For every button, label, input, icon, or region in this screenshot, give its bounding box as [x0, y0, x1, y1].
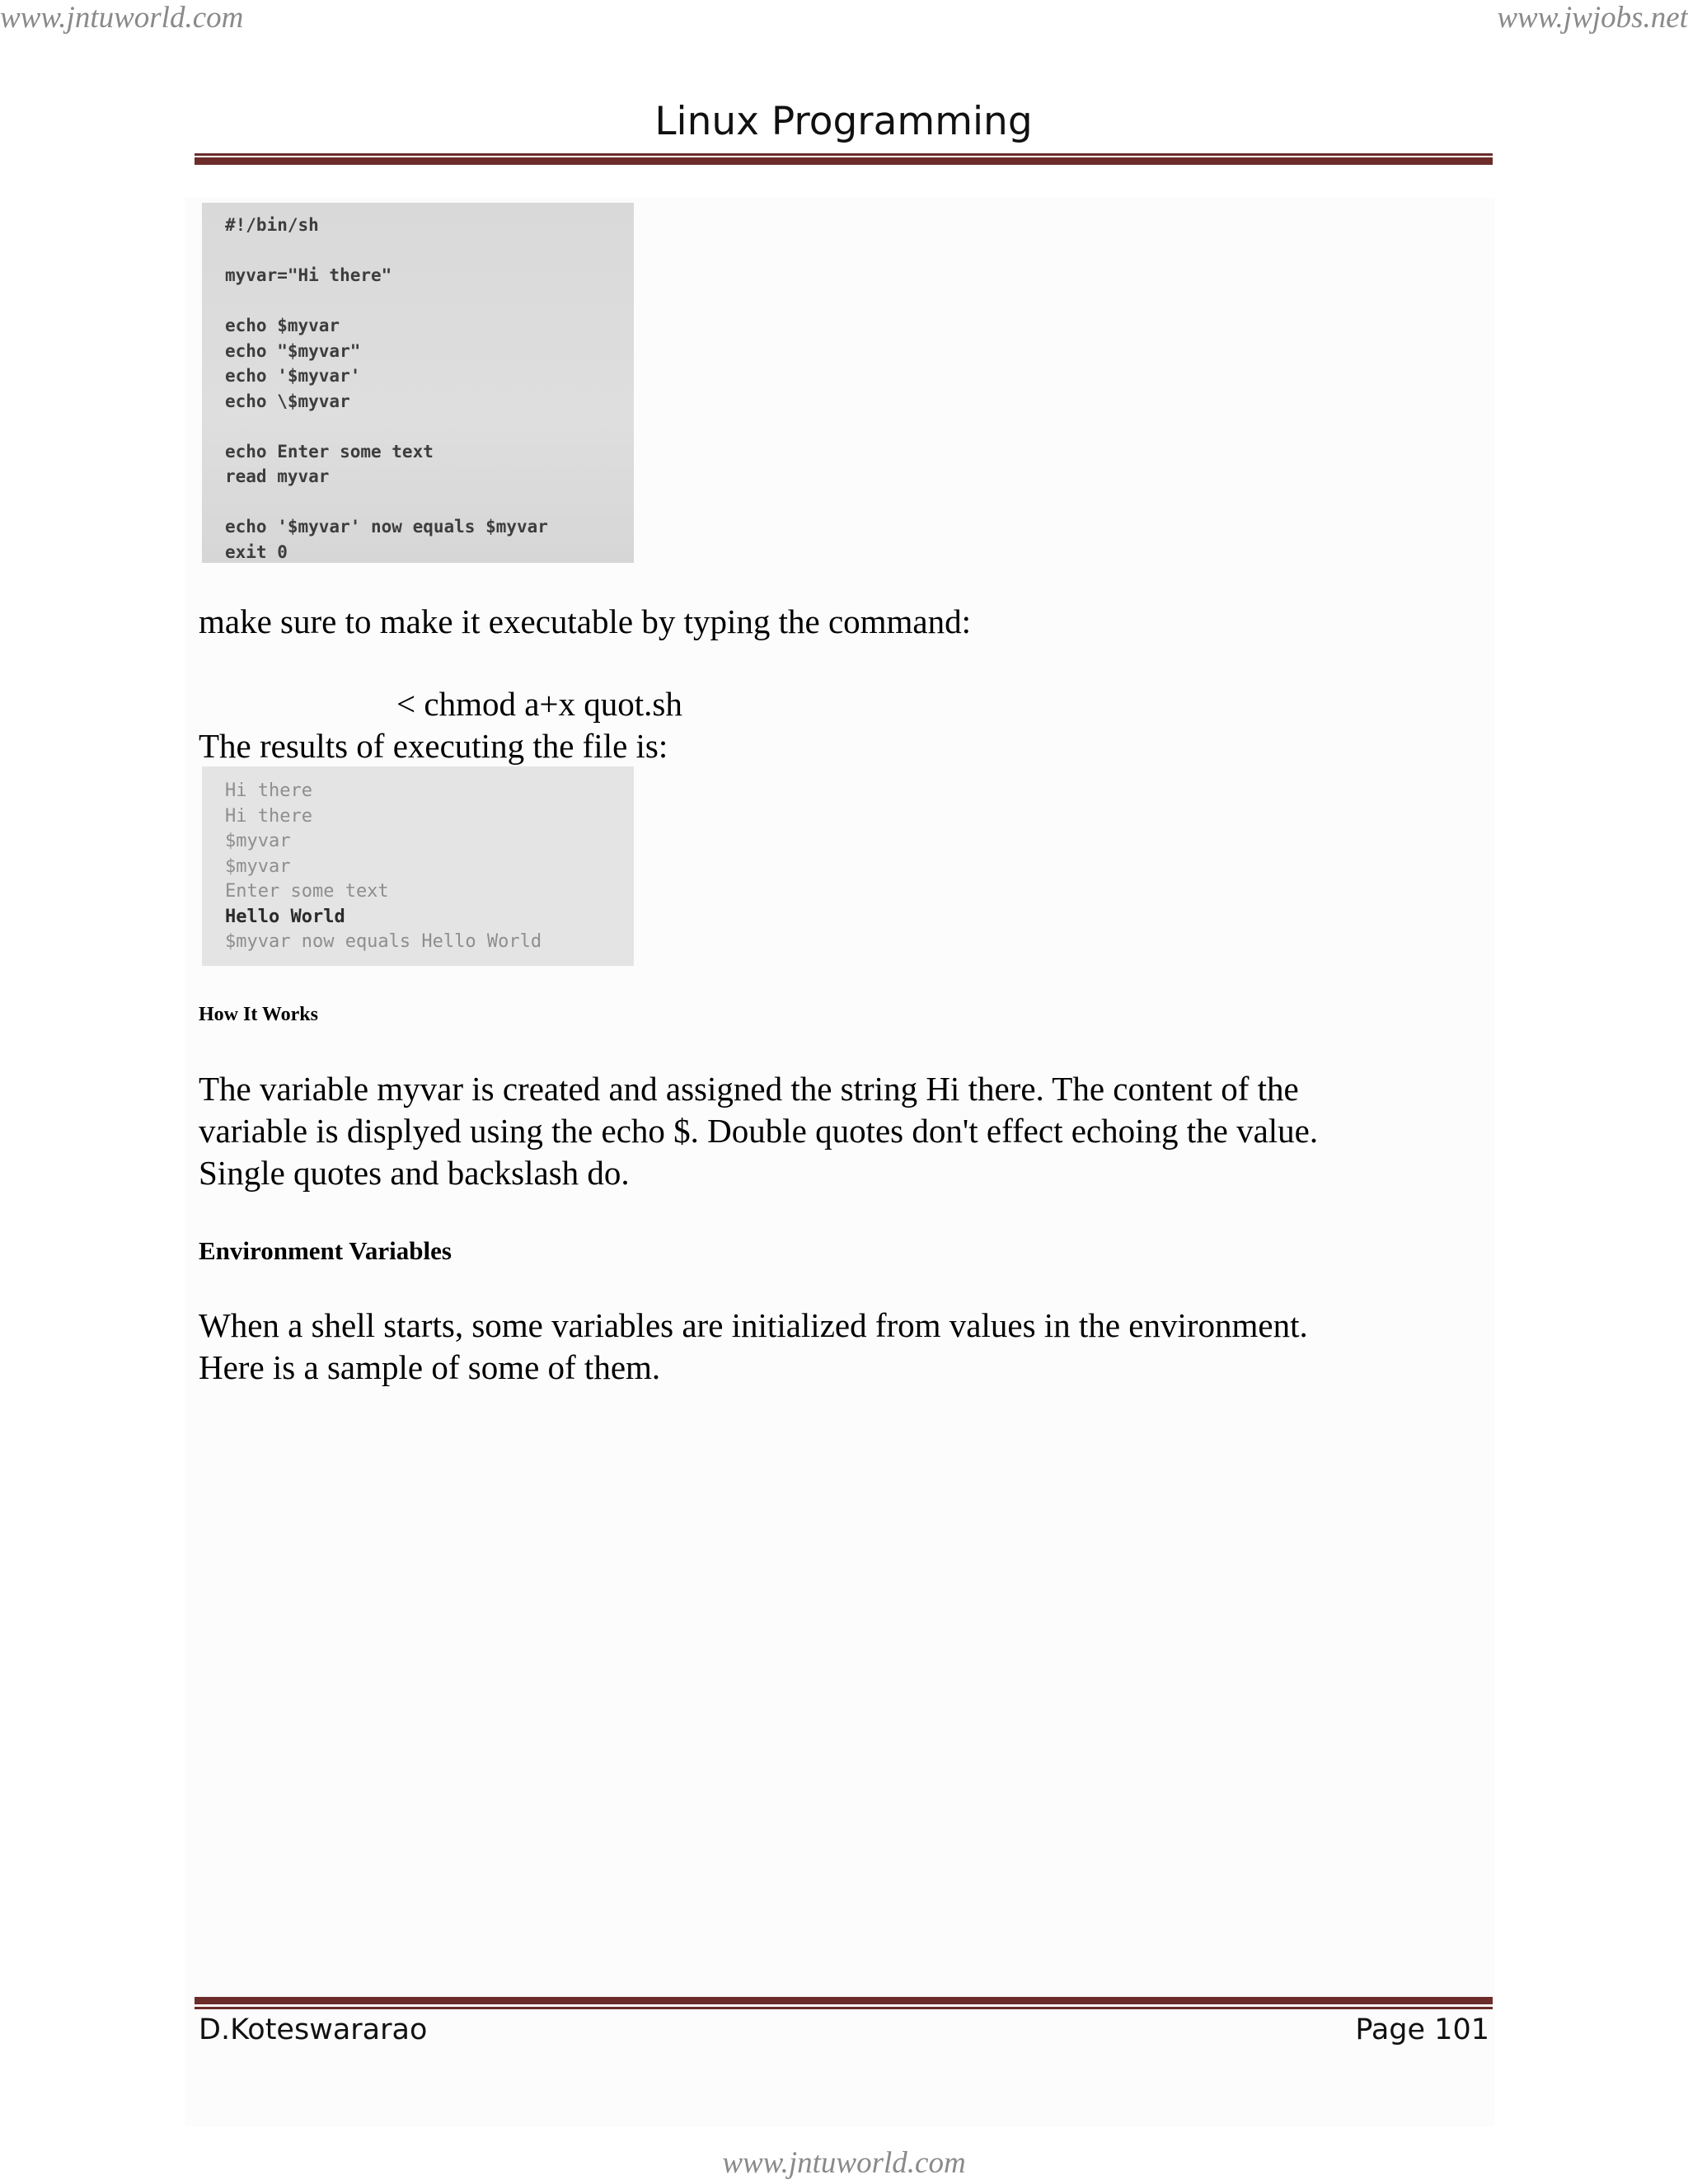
code-line — [225, 414, 634, 439]
environment-line: When a shell starts, some variables are initialized from values in the environment. — [199, 1306, 1308, 1344]
watermark-top-right: www.jwjobs.net — [1497, 1, 1688, 35]
how-it-works-line: The variable myvar is created and assigned the string Hi there. The content of the — [199, 1070, 1299, 1108]
output-line: $myvar — [225, 831, 291, 851]
code-line: echo $myvar — [225, 316, 340, 335]
environment-line: Here is a sample of some of them. — [199, 1348, 661, 1386]
output-image — [202, 766, 634, 966]
code-line: echo '$myvar' — [225, 366, 361, 386]
footer-rule-thick — [195, 1997, 1493, 2004]
code-line — [225, 490, 634, 515]
results-intro-text: The results of executing the file is: — [199, 727, 668, 765]
code-line: echo "$myvar" — [225, 340, 361, 361]
code-line: echo '$myvar' now equals $myvar — [225, 517, 548, 537]
how-it-works-line: Single quotes and backslash do. — [199, 1154, 630, 1192]
code-line: #!/bin/sh — [225, 215, 319, 235]
output-line: $myvar — [225, 855, 291, 877]
chmod-command-text: < chmod a+x quot.sh — [396, 685, 682, 723]
output-line: Enter some text — [225, 881, 389, 902]
watermark-top-left: www.jntuworld.com — [0, 1, 244, 35]
footer-page-number: Page 101 — [1355, 2013, 1489, 2046]
watermark-bottom: www.jntuworld.com — [722, 2146, 966, 2180]
output-line: Hi there — [225, 780, 312, 801]
code-line: echo \$myvar — [225, 391, 350, 411]
header-rule-thin — [195, 153, 1493, 156]
how-it-works-heading: How It Works — [199, 1004, 318, 1025]
environment-variables-heading: Environment Variables — [199, 1236, 452, 1265]
output-line: Hi there — [225, 805, 312, 827]
code-line: exit 0 — [225, 541, 288, 562]
footer-author: D.Koteswararao — [199, 2013, 428, 2046]
footer-rule-thin — [195, 2007, 1493, 2009]
header-rule-thick — [195, 157, 1493, 165]
code-line — [225, 238, 634, 264]
executable-intro-text: make sure to make it executable by typing the command: — [199, 602, 972, 640]
script-code-image — [202, 203, 634, 563]
code-line: myvar="Hi there" — [225, 265, 392, 285]
code-line: echo Enter some text — [225, 441, 434, 462]
code-line: read myvar — [225, 466, 330, 486]
page-header-title: Linux Programming — [654, 99, 1033, 144]
output-line: Hello World — [225, 906, 345, 927]
output-line: $myvar now equals Hello World — [225, 931, 542, 952]
how-it-works-line: variable is displyed using the echo $. Double quotes don't effect echoing the value. — [199, 1112, 1319, 1150]
code-line — [225, 288, 634, 314]
